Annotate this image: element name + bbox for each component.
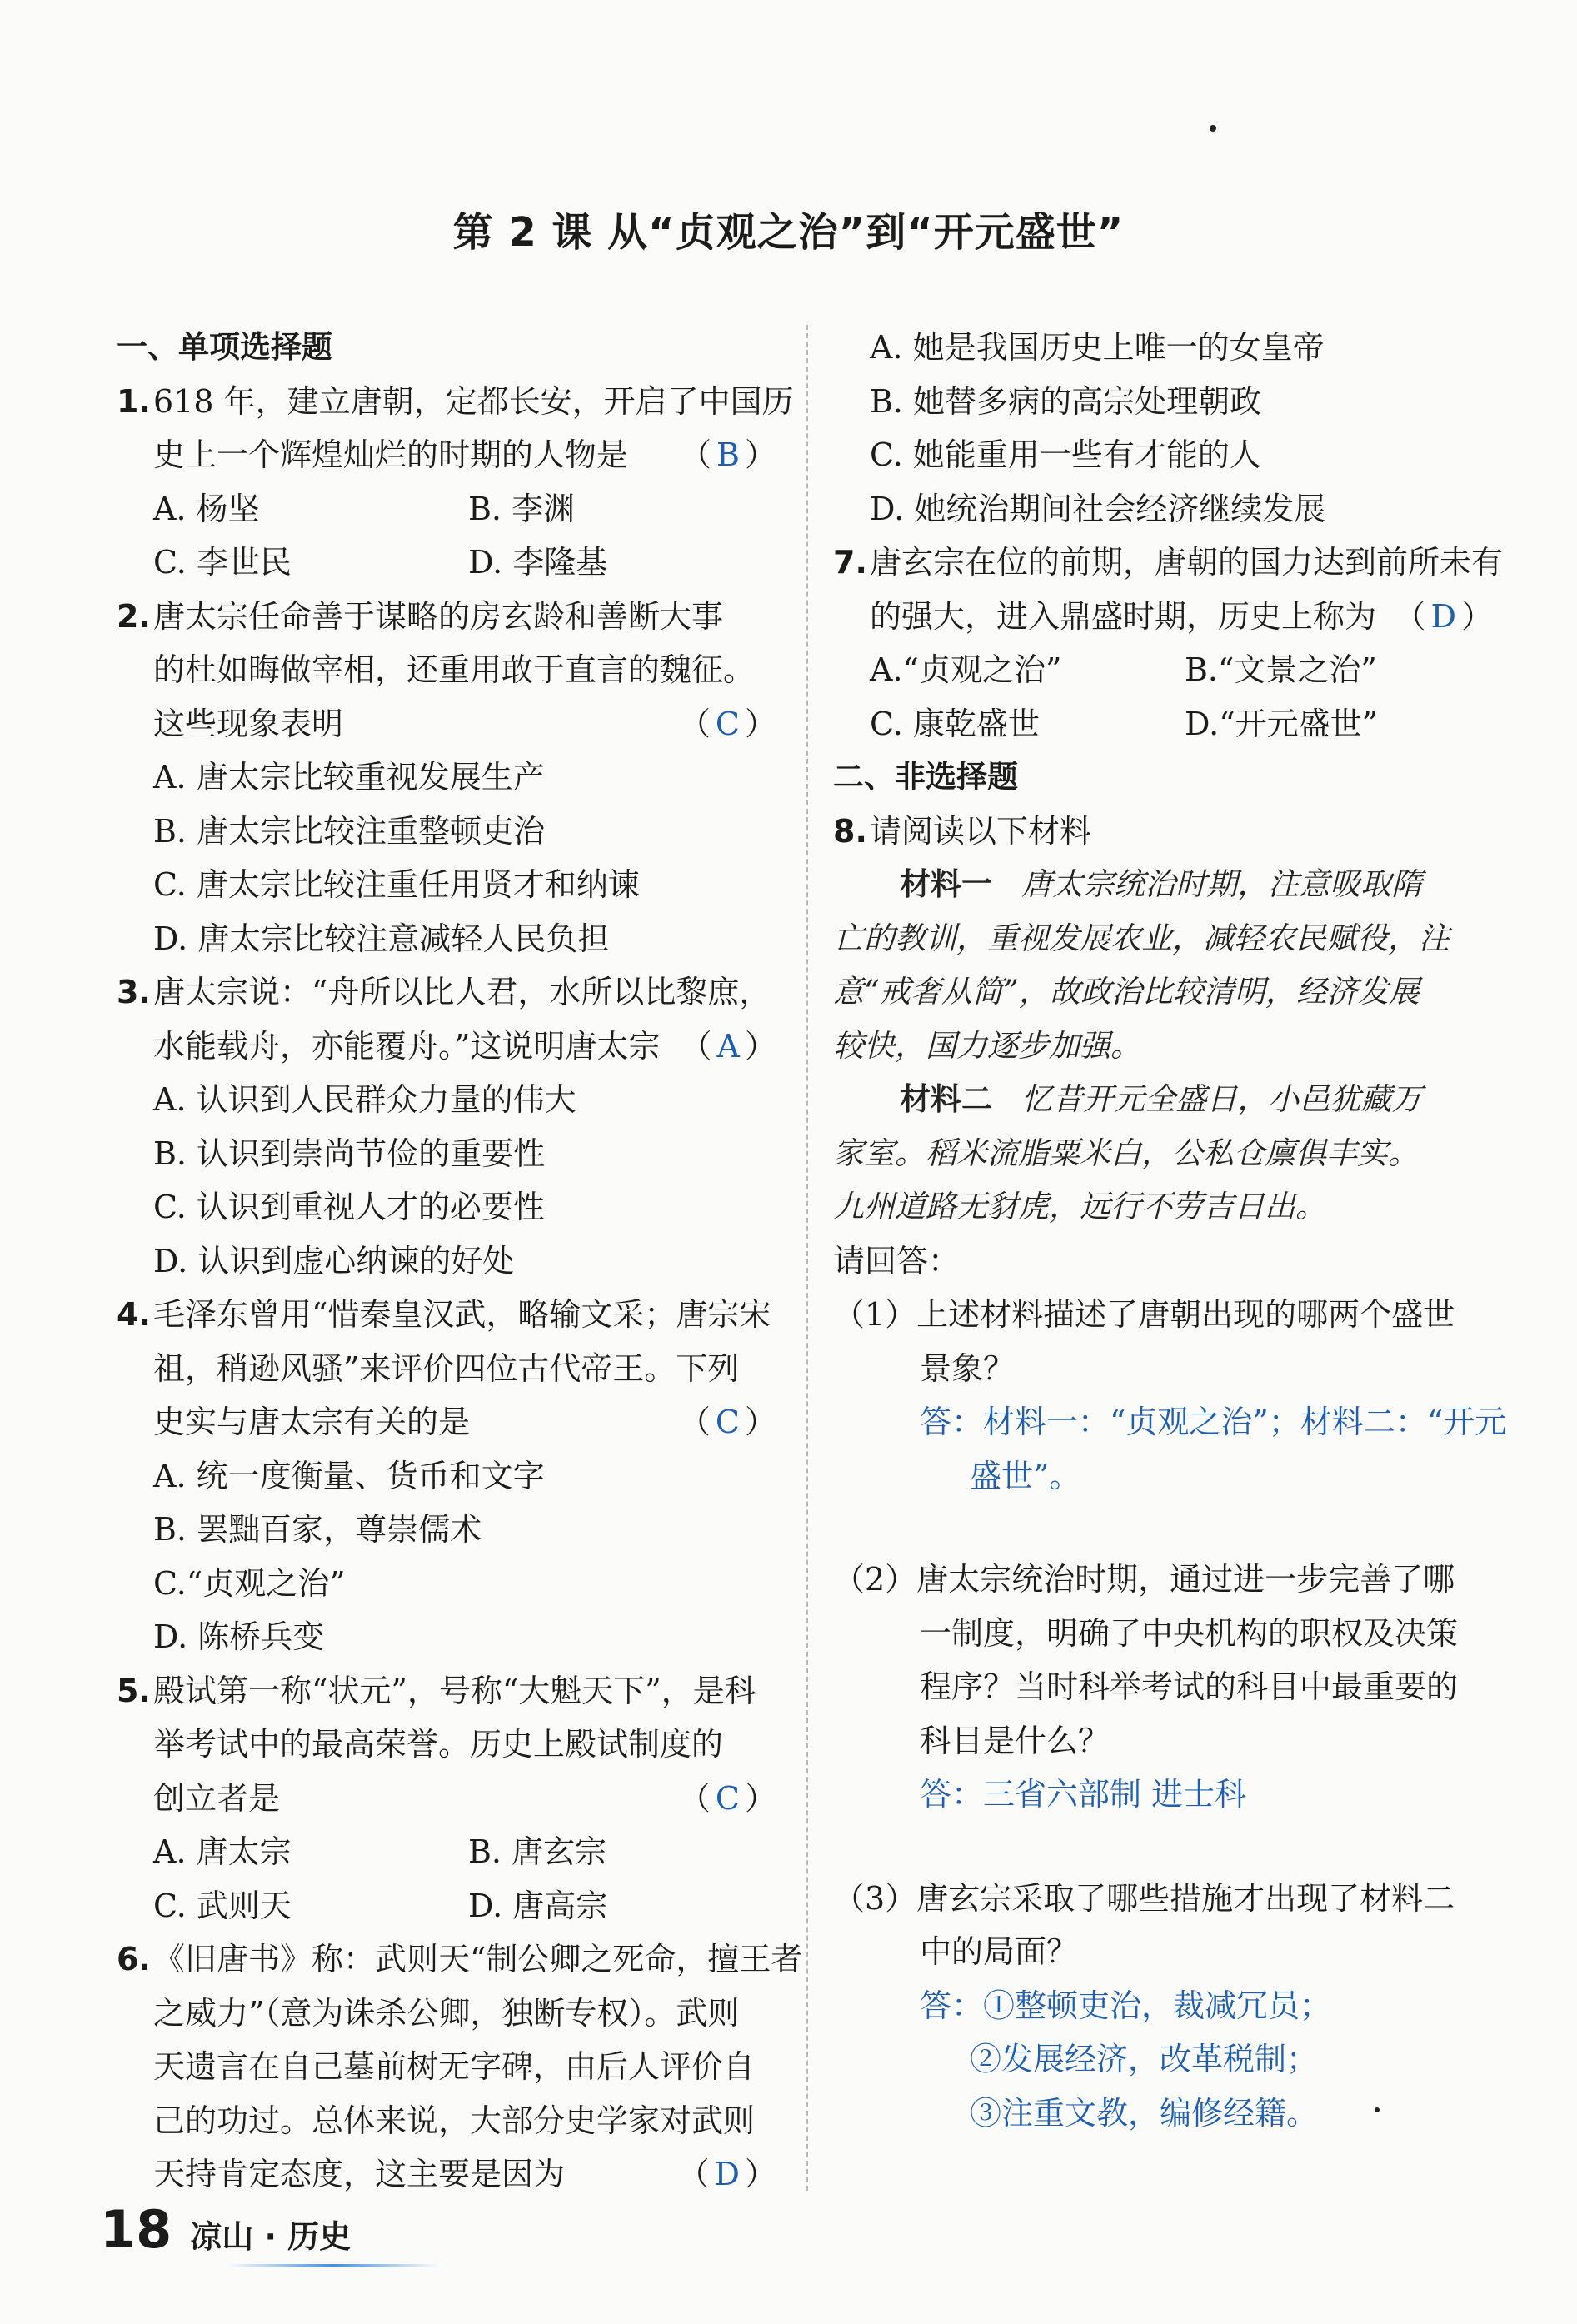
options-row xyxy=(870,697,1500,751)
answer-bracket: （ C ） xyxy=(678,1779,776,1817)
question-number: 5. xyxy=(117,1672,151,1709)
option-c: C. 认识到重视人才的必要性 xyxy=(153,1189,545,1225)
question-intro: 请阅读以下材料 xyxy=(870,812,1092,850)
question-text: 天遗言在自己墓前树无字碑，由后人评价自 xyxy=(153,2048,756,2085)
page-number: 18 xyxy=(100,2199,172,2260)
answer-mark: D xyxy=(714,2156,740,2192)
answer-bracket: （ D ） xyxy=(677,2156,776,2192)
option-d: D.“开元盛世” xyxy=(1185,705,1379,742)
subquestion-text: （2）唐太宗统治时期，通过进一步完善了哪 xyxy=(833,1561,1455,1598)
answer-mark: C xyxy=(715,705,740,742)
subquestion-text: 中的局面？ xyxy=(920,1933,1079,1970)
answer-bracket: （ A ） xyxy=(680,1027,776,1065)
subquestion-text: 程序？当时科举考试的科目中最重要的 xyxy=(920,1668,1459,1705)
material-text: 亡的教训，重视发展农业，减轻农民赋役，注 xyxy=(833,920,1450,956)
answer-mark: C xyxy=(715,1404,740,1440)
question-number: 6. xyxy=(117,1941,151,1977)
question-8 xyxy=(833,805,1500,859)
subquestion-text: （3）唐玄宗采取了哪些措施才出现了材料二 xyxy=(833,1879,1455,1917)
question-text: 毛泽东曾用“惜秦皇汉武，略输文采；唐宗宋 xyxy=(153,1296,771,1333)
option-d: D. 认识到虚心纳谏的好处 xyxy=(153,1242,515,1279)
subquestion-answer: ②发展经济，改革税制； xyxy=(970,2041,1319,2077)
answer-mark: C xyxy=(715,1779,740,1817)
option-c: C. 武则天 xyxy=(153,1887,292,1924)
option-b: B. 她替多病的高宗处理朝政 xyxy=(870,382,1262,420)
option-a: A. 杨坚 xyxy=(153,490,260,527)
answer-bracket: （ C ） xyxy=(678,705,776,742)
scan-mark xyxy=(1210,125,1216,132)
subquestion-answer: 答：材料一：“贞观之治”；材料二：“开元 xyxy=(920,1404,1507,1440)
question-text: 殿试第一称“状元”，号称“大魁天下”，是科 xyxy=(153,1672,756,1709)
question-text: 《旧唐书》称：武则天“制公卿之死命，擅王者 xyxy=(153,1941,803,1977)
subquestion-text: 景象？ xyxy=(920,1349,1016,1387)
left-column xyxy=(117,321,803,2202)
options-row xyxy=(870,643,1500,697)
answer-mark: A xyxy=(716,1027,740,1065)
question-text: 祖，稍逊风骚”来评价四位古代帝王。下列 xyxy=(153,1349,740,1387)
option-d: D. 唐高宗 xyxy=(468,1887,608,1924)
answer-mark: D xyxy=(1430,597,1456,635)
option-c: C. 李世民 xyxy=(153,544,292,581)
answer-prompt: 请回答： xyxy=(833,1242,961,1279)
answer-bracket: （ B ） xyxy=(680,436,776,473)
right-column xyxy=(833,321,1507,2140)
material-label: 材料一 xyxy=(900,866,992,902)
option-a: A. 唐太宗 xyxy=(153,1833,292,1870)
subquestion-1 xyxy=(833,1288,1507,1503)
question-text-line: 的强大，进入鼎盛时期，历史上称为 （ D ） xyxy=(870,590,1500,644)
question-text: 唐玄宗在位的前期，唐朝的国力达到前所未有 xyxy=(870,544,1504,581)
question-text: 唐太宗说：“舟所以比人君，水所以比黎庶， xyxy=(153,974,771,1010)
option-b: B. 唐玄宗 xyxy=(468,1833,607,1870)
option-a: A. 她是我国历史上唯一的女皇帝 xyxy=(870,329,1325,366)
question-text-line: 史实与唐太宗有关的是 （ C ） xyxy=(153,1395,783,1449)
option-d: D. 她统治期间社会经济继续发展 xyxy=(870,490,1326,527)
answer-bracket: （ D ） xyxy=(1394,597,1493,635)
question-number: 4. xyxy=(117,1296,151,1333)
subquestion-text: 一制度，明确了中央机构的职权及决策 xyxy=(920,1614,1459,1652)
material-text: 意“戒奢从简”，故政治比较清明，经济发展 xyxy=(833,974,1420,1010)
question-text: 618 年，建立唐朝，定都长安，开启了中国历 xyxy=(153,382,794,420)
question-text-line: 史上一个辉煌灿烂的时期的人物是 （ B ） xyxy=(153,428,783,482)
subquestion-answer: 答：①整顿吏治，裁减冗员； xyxy=(920,1987,1332,2024)
option-c: C.“贞观之治” xyxy=(153,1564,346,1602)
subquestion-text: （1）上述材料描述了唐朝出现的哪两个盛世 xyxy=(833,1296,1455,1333)
answer-bracket: （ C ） xyxy=(678,1404,776,1440)
question-text: 之威力”（意为诛杀公卿，独断专权）。武则 xyxy=(153,1994,740,2032)
subquestion-text: 科目是什么？ xyxy=(920,1722,1110,1759)
question-number: 1. xyxy=(117,382,151,420)
question-text-line: 这些现象表明 （ C ） xyxy=(153,697,783,751)
options-row xyxy=(153,1825,783,1879)
option-a: A. 统一度衡量、货币和文字 xyxy=(153,1457,545,1494)
section-heading-choice: 一、单项选择题 xyxy=(117,329,332,365)
option-a: A. 认识到人民群众力量的伟大 xyxy=(153,1081,576,1118)
question-text: 的杜如晦做宰相，还重用敢于直言的魏征。 xyxy=(153,651,756,688)
option-c: C. 唐太宗比较注重任用贤才和纳谏 xyxy=(153,866,640,903)
options-row xyxy=(153,1879,783,1933)
subquestion-2 xyxy=(833,1553,1500,1822)
answer-mark: B xyxy=(716,436,740,473)
book-name: 凉山 · 历史 xyxy=(190,2218,352,2255)
scan-mark xyxy=(1375,2107,1380,2112)
option-d: D. 陈桥兵变 xyxy=(153,1618,325,1655)
question-number: 8. xyxy=(833,812,867,850)
question-text: 唐太宗任命善于谋略的房玄龄和善断大事 xyxy=(153,597,724,635)
material-two xyxy=(833,1073,1500,1234)
option-b: B. 李渊 xyxy=(468,490,576,527)
lesson-title: 第 2 课 从“贞观之治”到“开元盛世” xyxy=(452,209,1125,256)
material-one xyxy=(833,858,1500,1073)
question-number: 3. xyxy=(117,974,151,1010)
option-d: D. 李隆基 xyxy=(468,544,608,581)
option-a: A.“贞观之治” xyxy=(870,651,1062,688)
question-number: 2. xyxy=(117,597,151,635)
subquestion-3 xyxy=(833,1872,1500,2141)
question-text-line: 天持肯定态度，这主要是因为 （ D ） xyxy=(153,2147,783,2202)
section-heading-nonchoice: 二、非选择题 xyxy=(833,759,1018,795)
subquestion-answer: 答：三省六部制 进士科 xyxy=(920,1776,1247,1813)
options-row xyxy=(153,536,783,590)
subquestion-answer: ③注重文教，编修经籍。 xyxy=(970,2094,1319,2132)
material-text: 忆昔开元全盛日，小邑犹藏万 xyxy=(1021,1081,1423,1117)
material-text: 较快，国力逐步加强。 xyxy=(833,1027,1141,1064)
option-b: B. 认识到崇尚节俭的重要性 xyxy=(153,1135,546,1172)
question-6 xyxy=(117,1933,803,2202)
material-text: 家室。稻米流脂粟米白，公私仓廪俱丰实。 xyxy=(833,1135,1419,1171)
option-c: C. 她能重用一些有才能的人 xyxy=(870,436,1261,473)
footer-underline xyxy=(225,2264,442,2267)
option-a: A. 唐太宗比较重视发展生产 xyxy=(153,759,545,795)
option-b: B.“文景之治” xyxy=(1185,651,1377,688)
question-number: 7. xyxy=(833,544,867,581)
options-row xyxy=(153,482,783,536)
question-7 xyxy=(833,536,1504,751)
question-text-line: 创立者是 （ C ） xyxy=(153,1772,783,1826)
page-footer xyxy=(100,2199,351,2260)
material-text: 唐太宗统治时期，注意吸取隋 xyxy=(1021,866,1423,902)
question-4 xyxy=(117,1288,783,1664)
question-6-options xyxy=(833,321,1500,536)
material-label: 材料二 xyxy=(900,1081,992,1117)
material-text: 九州道路无豺虎，远行不劳吉日出。 xyxy=(833,1189,1326,1224)
question-text: 己的功过。总体来说，大部分史学家对武则 xyxy=(153,2102,756,2139)
question-1 xyxy=(117,375,794,590)
column-divider xyxy=(806,325,808,2191)
question-3 xyxy=(117,965,783,1288)
option-c: C. 康乾盛世 xyxy=(870,705,1040,742)
option-b: B. 罢黜百家，尊崇儒术 xyxy=(153,1511,482,1548)
question-5 xyxy=(117,1664,783,1933)
option-d: D. 唐太宗比较注意减轻人民负担 xyxy=(153,920,610,957)
question-text: 举考试中的最高荣誉。历史上殿试制度的 xyxy=(153,1726,724,1763)
option-b: B. 唐太宗比较注重整顿吏治 xyxy=(153,812,546,850)
subquestion-answer: 盛世”。 xyxy=(970,1457,1081,1494)
question-text-line: 水能载舟，亦能覆舟。”这说明唐太宗 （ A ） xyxy=(153,1020,783,1074)
question-2 xyxy=(117,590,783,966)
